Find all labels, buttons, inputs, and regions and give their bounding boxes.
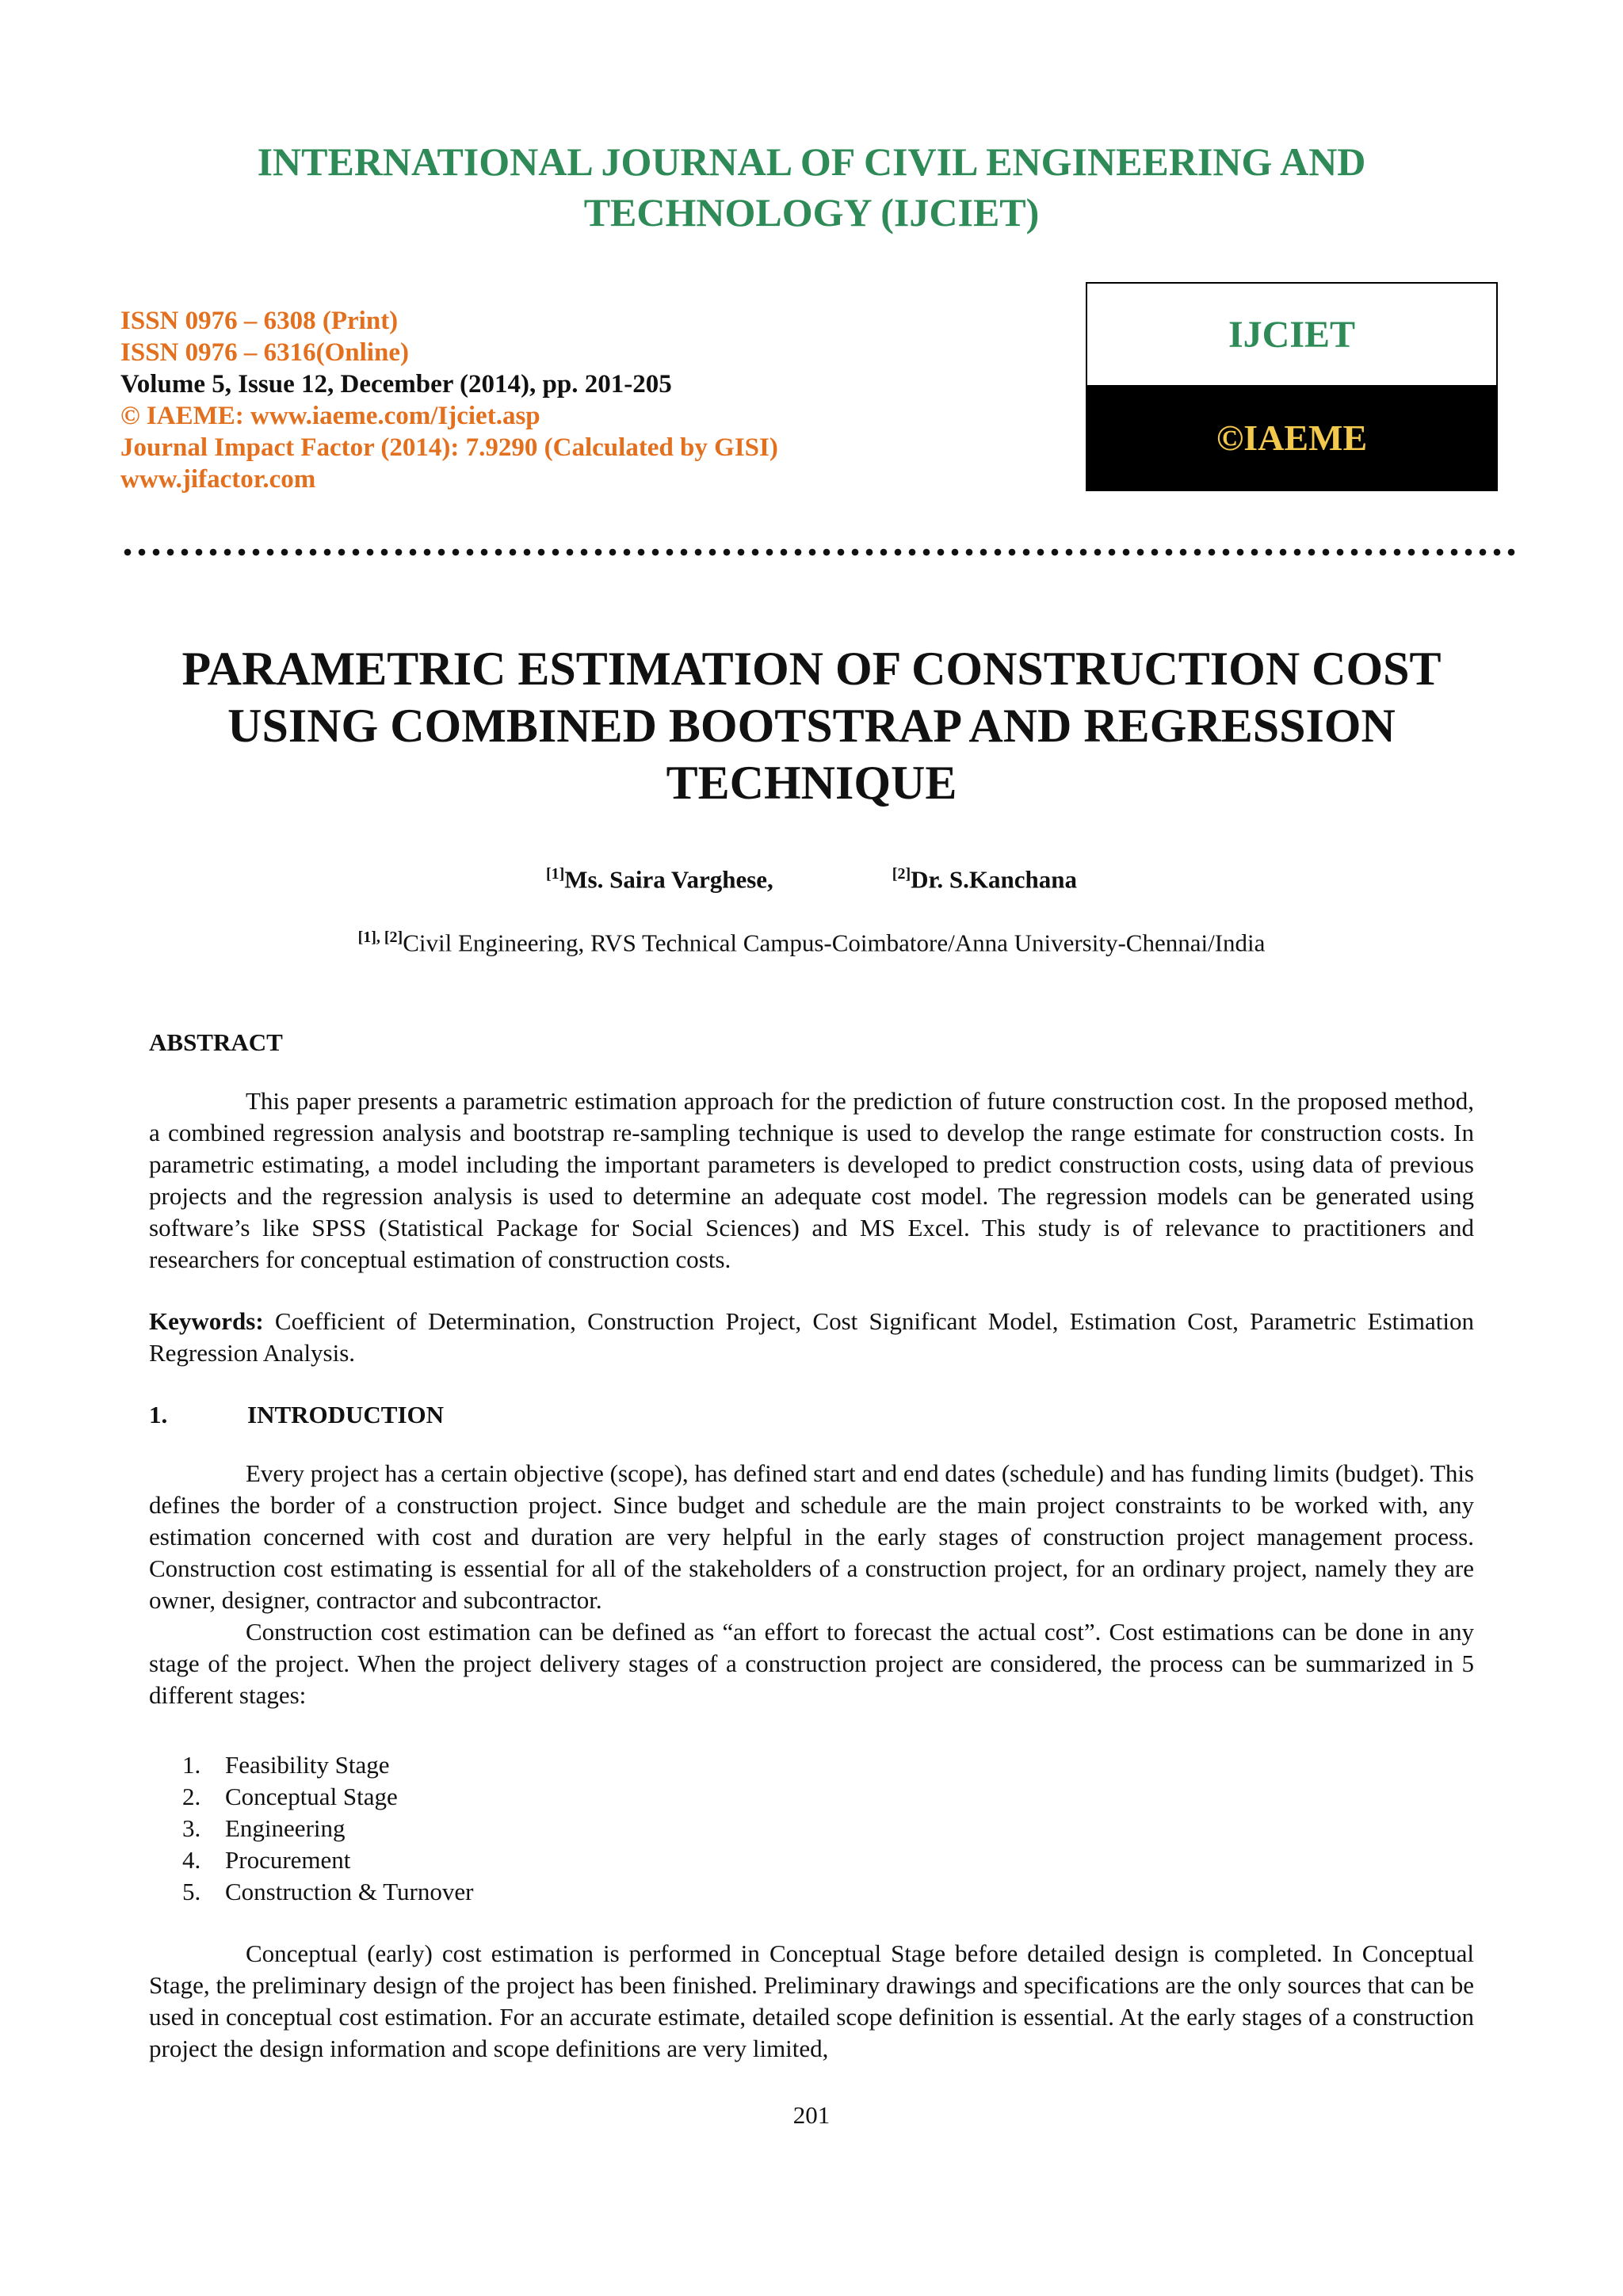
section-number: 1. (149, 1401, 168, 1428)
journal-title (0, 136, 1623, 238)
issn-print: ISSN 0976 – 6308 (Print) (120, 307, 399, 335)
author-2-name: Dr. S.Kanchana (911, 865, 1078, 894)
author-1-name: Ms. Saira Varghese, (564, 865, 773, 894)
list-item: 1. Feasibility Stage (182, 1751, 390, 1779)
journal-website: © IAEME: www.iaeme.com/Ijciet.asp (120, 402, 540, 430)
jifactor-link: www.jifactor.com (120, 465, 316, 494)
introduction-heading (149, 1401, 444, 1429)
page-number: 201 (792, 2101, 831, 2129)
affiliation-mark: [1], [2] (357, 929, 403, 946)
journal-metadata (120, 305, 778, 495)
journal-brand-box (1086, 282, 1498, 491)
dotted-divider (120, 547, 1515, 558)
section-title: INTRODUCTION (247, 1401, 445, 1428)
keywords-text: Coefficient of Determination, Construction Project, Cost Significant Model, Estimation Cost, Parametric Estimation Regression Analysis. (149, 1307, 1474, 1367)
affiliation (0, 929, 1623, 957)
affiliation-text: Civil Engineering, RVS Technical Campus-Coimbatore/Anna University-Chennai/India (403, 929, 1266, 957)
author-1-mark: [1] (545, 865, 565, 883)
impact-factor: Journal Impact Factor (2014): 7.9290 (Calculated by GISI) (120, 433, 778, 462)
paper-title (0, 640, 1623, 811)
abstract-heading: ABSTRACT (149, 1028, 283, 1056)
authors (0, 865, 1623, 894)
journal-title-line-1: INTERNATIONAL JOURNAL OF CIVIL ENGINEERING AND (257, 139, 1366, 184)
intro-paragraph-3: Conceptual (early) cost estimation is performed in Conceptual Stage before detailed design is completed. In Conceptual Stage, the preliminary design of the project has been finished. Preliminary drawings and specifications are the only sources that can be used in conceptual cost estimation. For an accurate estimate, detailed scope definition is essential. At the early stages of a construction project the design information and scope definitions are very limited, (149, 1939, 1474, 2062)
list-item: 5. Construction & Turnover (182, 1878, 474, 1905)
introduction-body (149, 1458, 1474, 1711)
author-2-mark: [2] (892, 865, 911, 883)
abstract-text: This paper presents a parametric estimation approach for the prediction of future construction cost. In the proposed method, a combined regression analysis and bootstrap re-sampling technique is used to develop the range estimate for construction costs. In parametric estimating, a model including the important parameters is developed to predict construction costs, using data of previous projects and the regression analysis is used to determine an adequate cost model. The regression models can be generated using software’s like SPSS (Statistical Package for Social Sciences) and MS Excel. This study is of relevance to practitioners and researchers for conceptual estimation of construction costs. (149, 1087, 1474, 1273)
journal-title-line-2: TECHNOLOGY (IJCIET) (583, 190, 1040, 235)
paper-title-line-3: TECHNIQUE (666, 757, 957, 809)
brand-box-top: IJCIET (1228, 313, 1356, 356)
intro-paragraph-2: Construction cost estimation can be defined as “an effort to forecast the actual cost”. Cost estimations can be done in any stage of the project. When the project delivery stages of a construction project are considered, the process can be summarized in 5 different stages: (149, 1618, 1474, 1709)
list-item: 2. Conceptual Stage (182, 1783, 398, 1810)
stages-list (182, 1749, 473, 1908)
keywords (149, 1306, 1474, 1369)
introduction-body-continued (149, 1938, 1474, 2065)
intro-paragraph-1: Every project has a certain objective (scope), has defined start and end dates (schedule) and has funding limits (budget). This defines the border of a construction project. Since budget and schedule are the main project constraints to be worked with, any estimation concerned with cost and duration are very helpful in the early stages of construction project management process. Construction cost estimating is essential for all of the stakeholders of a construction project, for an ordinary project, namely they are owner, designer, contractor and subcontractor. (149, 1459, 1474, 1614)
keywords-label: Keywords: (149, 1307, 264, 1335)
volume-info: Volume 5, Issue 12, December (2014), pp. 201-205 (120, 370, 672, 399)
list-item: 3. Engineering (182, 1814, 346, 1842)
issn-online: ISSN 0976 – 6316(Online) (120, 338, 409, 367)
abstract-body (149, 1085, 1474, 1276)
paper-title-line-1: PARAMETRIC ESTIMATION OF CONSTRUCTION COST (181, 643, 1442, 695)
paper-title-line-2: USING COMBINED BOOTSTRAP AND REGRESSION (227, 700, 1396, 752)
list-item: 4. Procurement (182, 1846, 351, 1874)
brand-box-bottom: ©IAEME (1087, 385, 1496, 490)
